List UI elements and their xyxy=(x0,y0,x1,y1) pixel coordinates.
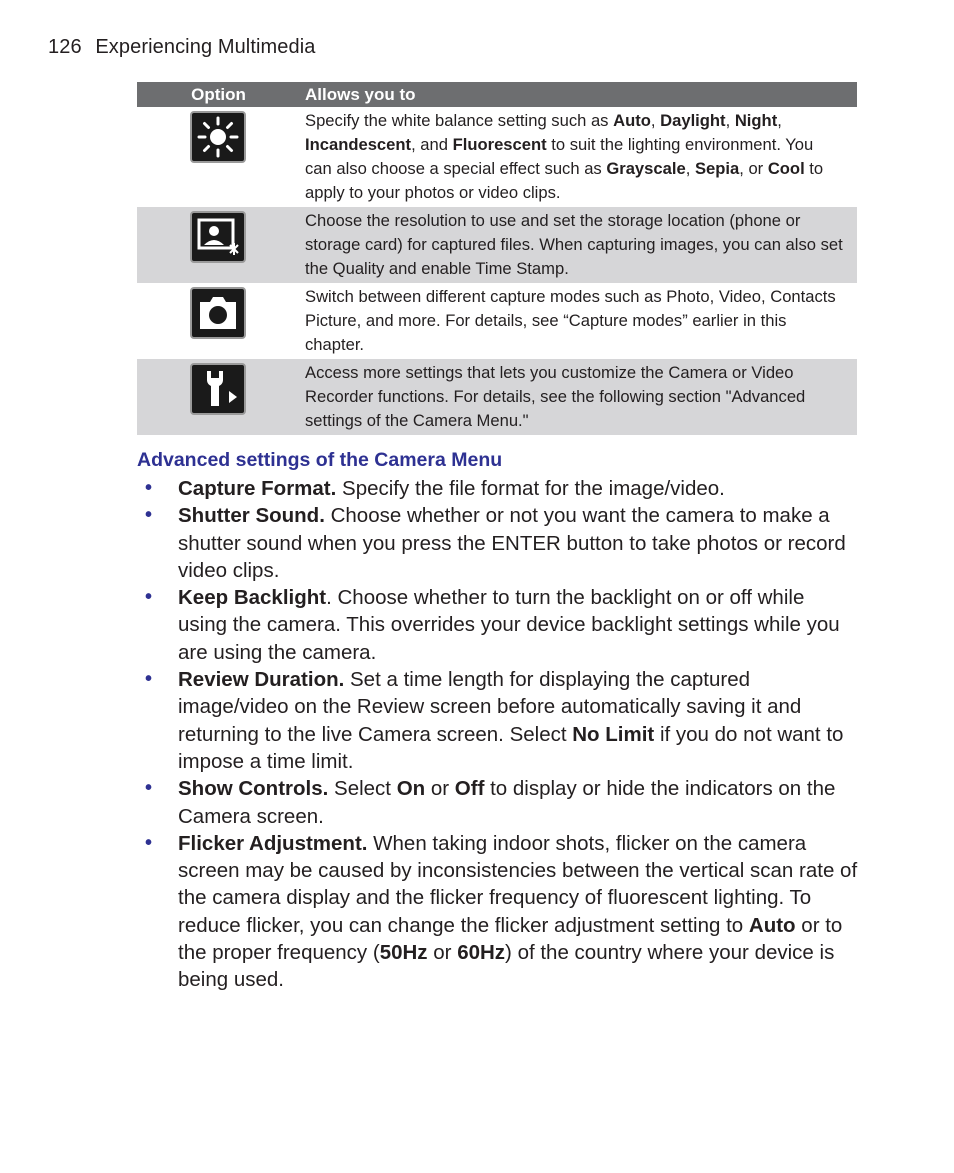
page-number: 126 xyxy=(48,36,82,58)
list-item: • Review Duration. Set a time length for displaying the captured image/video on the Review screen before automatically saving it and returning to the live Camera screen. Select No Limit if you do not want to impose a time limit. xyxy=(145,668,844,773)
bullet-icon: • xyxy=(145,777,153,800)
running-head xyxy=(48,36,316,59)
list-item: • Show Controls. Select On or Off to display or hide the indicators on the Camera screen. xyxy=(145,777,836,828)
table-row xyxy=(137,107,857,207)
white-balance-sun-icon xyxy=(190,111,246,163)
bullet-icon: • xyxy=(145,504,153,527)
list-item: • Shutter Sound. Choose whether or not you want the camera to make a shutter sound when you press the ENTER button to take photos or record video clips. xyxy=(145,504,846,582)
settings-list xyxy=(137,475,859,994)
white-balance-description: Specify the white balance setting such as Auto, Daylight, Night, Incandescent, and Fluorescent to suit the lighting environment. You can also choose a special effect such as Grayscale, Sepia, or Cool to apply to your photos or video clips. xyxy=(305,111,824,202)
bullet-icon: • xyxy=(145,586,153,609)
bullet-icon: • xyxy=(145,831,153,854)
table-row xyxy=(137,359,857,435)
bullet-icon: • xyxy=(145,477,153,499)
advanced-settings-description: Access more settings that lets you customize the Camera or Video Recorder functions. For details, see the following section "Advanced settings of the Camera Menu." xyxy=(300,359,857,435)
settings-wrench-icon xyxy=(190,363,246,415)
chapter-title: Experiencing Multimedia xyxy=(95,36,316,58)
section-heading: Advanced settings of the Camera Menu xyxy=(137,449,503,471)
header-allows-you-to: Allows you to xyxy=(300,82,857,107)
list-item: • Keep Backlight. Choose whether to turn the backlight on or off while using the camera. This overrides your device backlight settings while you are using the camera. xyxy=(145,586,840,664)
list-item: • Capture Format. Specify the file format for the image/video. xyxy=(137,475,859,502)
resolution-picture-icon xyxy=(190,211,246,263)
header-option: Option xyxy=(137,82,300,107)
capture-mode-camera-icon xyxy=(190,287,246,339)
table-row xyxy=(137,283,857,359)
bullet-icon: • xyxy=(145,668,153,691)
options-table xyxy=(137,82,857,435)
capture-mode-description: Switch between different capture modes such as Photo, Video, Contacts Picture, and more. For details, see “Capture modes” earlier in this chapter. xyxy=(305,287,836,354)
table-header-row xyxy=(137,82,857,107)
list-item: • Flicker Adjustment. When taking indoor shots, flicker on the camera screen may be caused by inconsistencies between the vertical scan rate of the camera display and the flicker frequency of fluorescent lighting. To reduce flicker, you can change the flicker adjustment setting to Auto or to the proper frequency (50Hz or 60Hz) of the country where your device is being used. xyxy=(145,831,858,992)
resolution-description: Choose the resolution to use and set the storage location (phone or storage card) for captured files. When capturing images, you can also set the Quality and enable Time Stamp. xyxy=(300,207,857,283)
table-row xyxy=(137,207,857,283)
